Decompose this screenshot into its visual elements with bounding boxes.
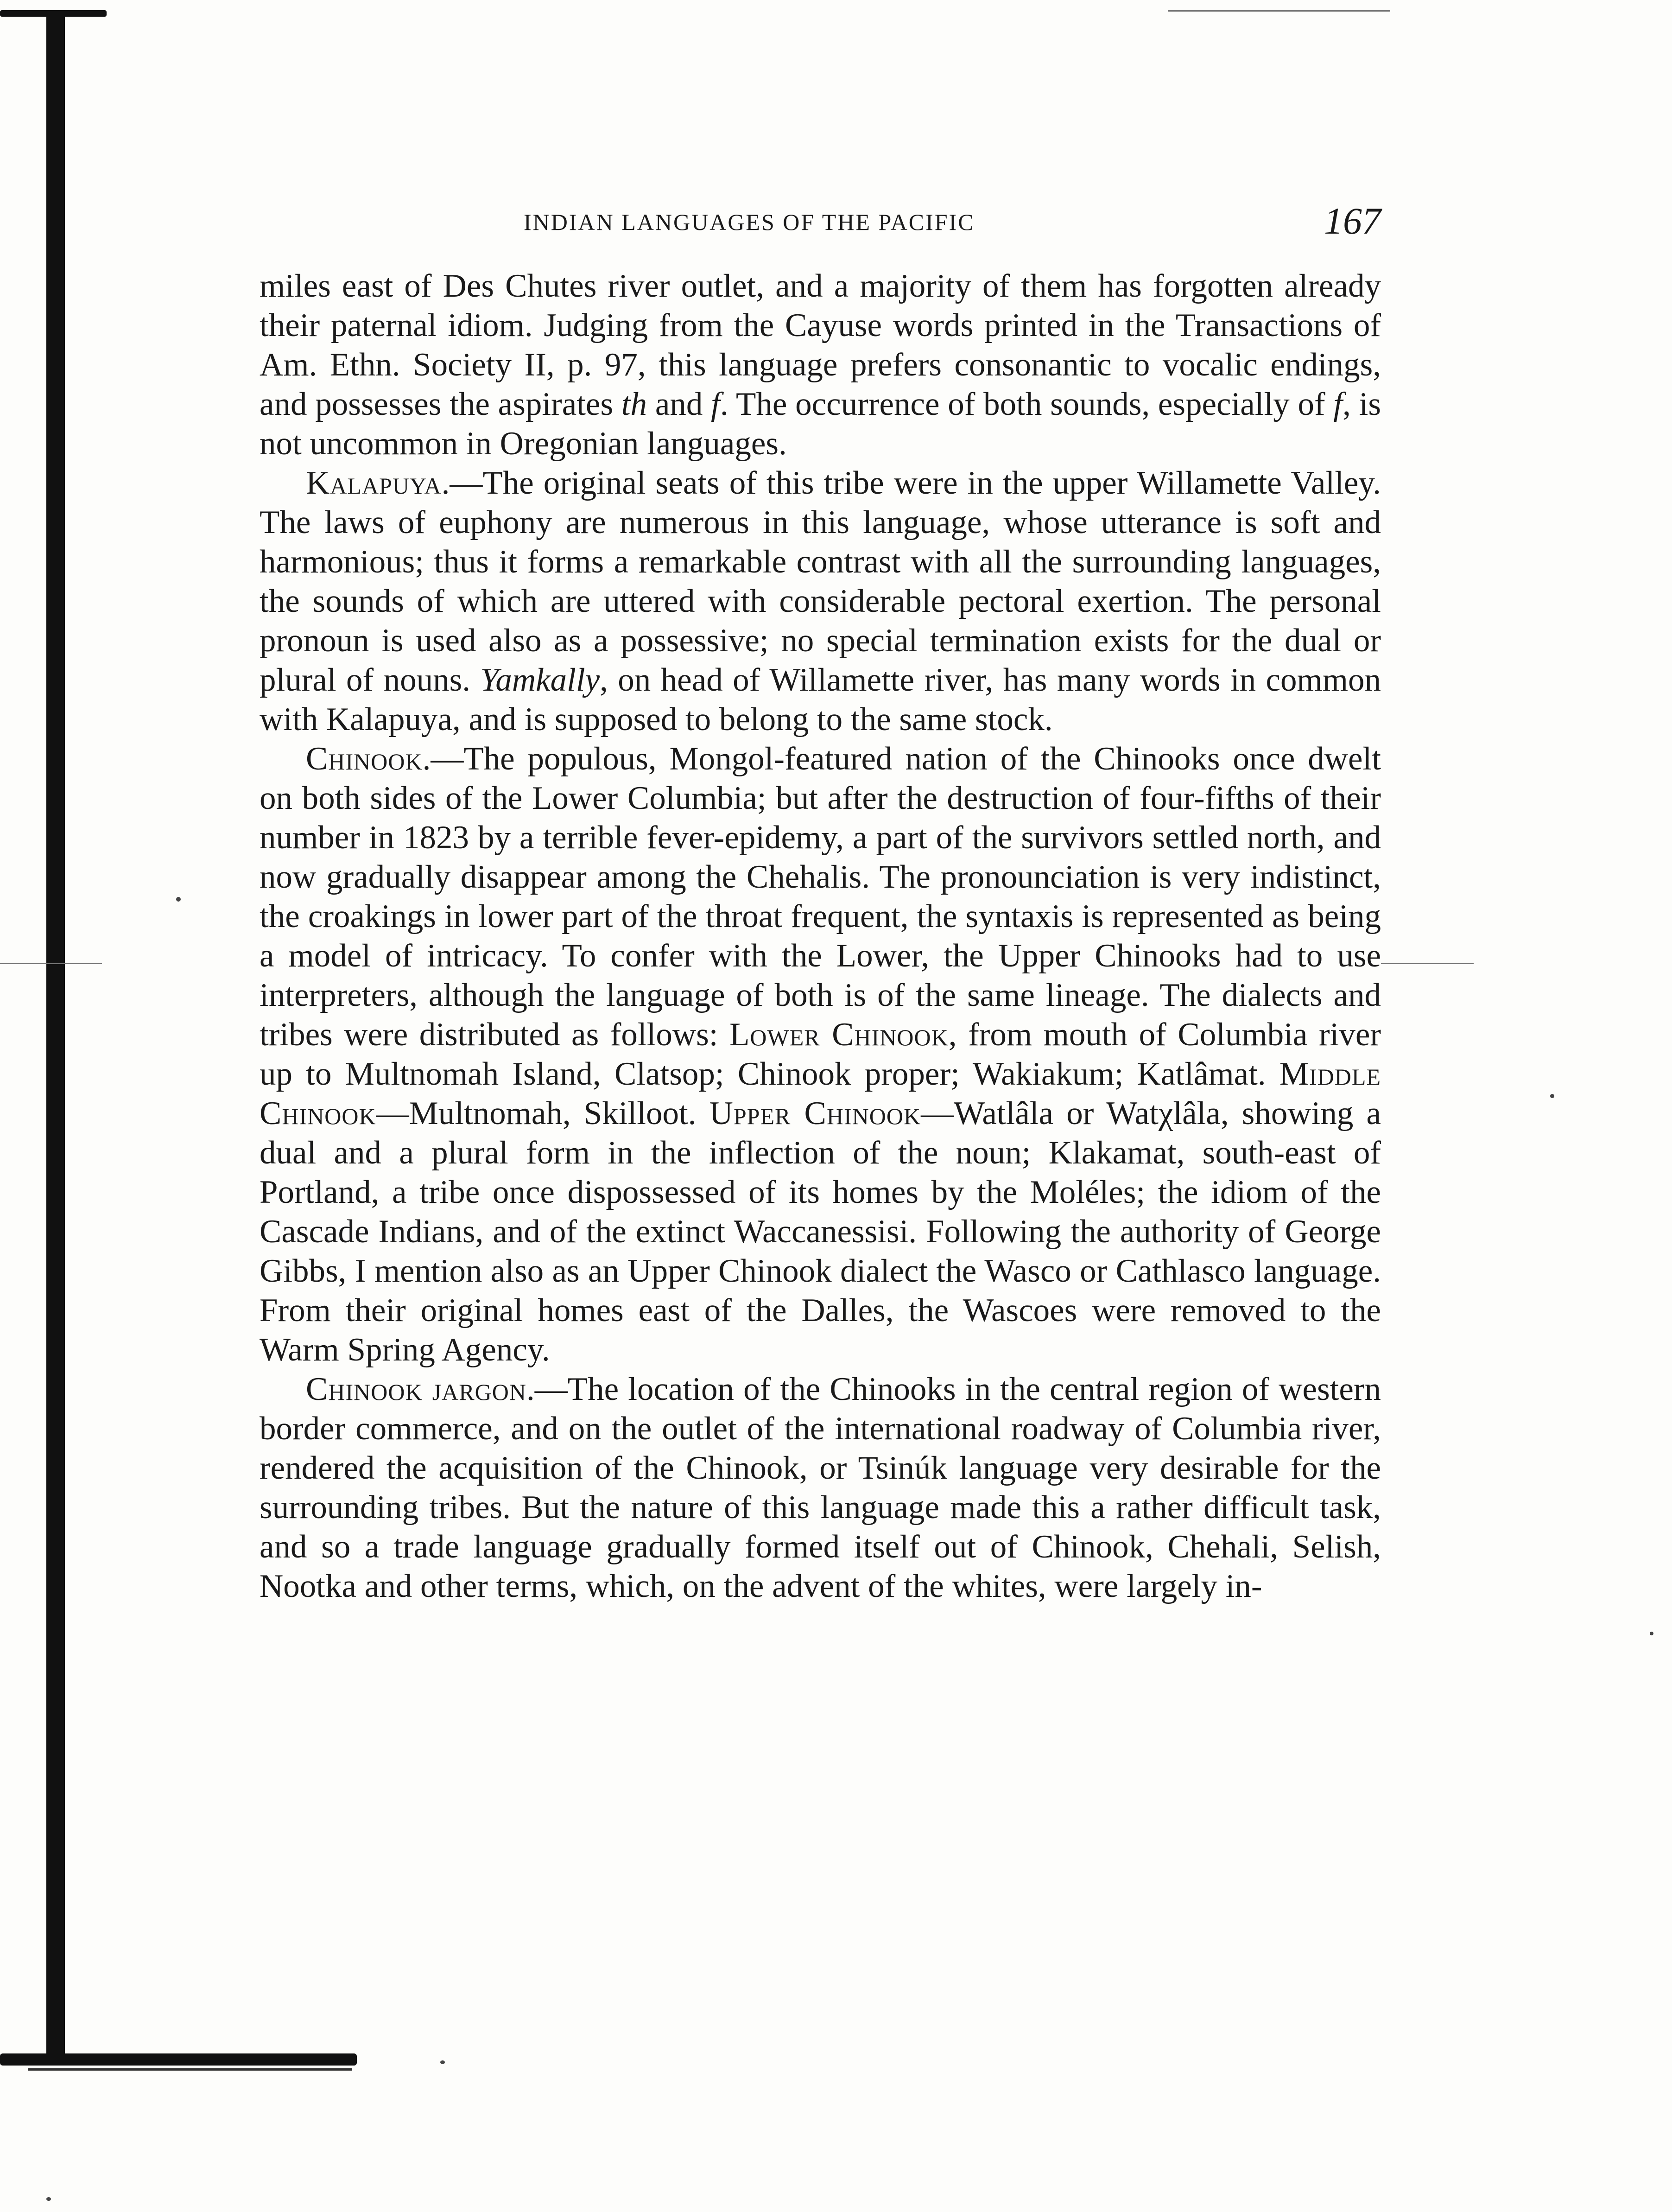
scan-speck xyxy=(46,2197,51,2201)
text-run: miles east of Des Chutes river outlet, and a majority of them has forgotten already their paternal idiom. Judging from the Cayuse words printed in the Transactions of Am. Ethn. Society II, p. 97, this language prefers consonantic to vocalic endings, and possesses the aspirates xyxy=(260,268,1381,422)
text-run: , on head of Willamette river, has many words in common with Kalapuya, and is supposed to belong to the same stock. xyxy=(260,662,1381,737)
text-run: . The occurrence of both sounds, especially of xyxy=(720,386,1334,422)
binding-edge-bottom-line xyxy=(28,2068,352,2071)
italic-run: Yamkally xyxy=(480,662,600,698)
body-text xyxy=(260,267,1381,1606)
italic-run: th xyxy=(621,386,647,422)
text-run: , from mouth of Columbia river up to Multnomah Island, Clatsop; Chinook proper; Wakiakum; Katlâmat. xyxy=(260,1017,1381,1092)
scan-speck xyxy=(176,897,181,902)
text-run: —Multnomah, Skilloot. xyxy=(376,1095,709,1131)
smallcaps-run: Chinook xyxy=(306,741,423,777)
italic-run: f xyxy=(711,386,720,422)
text-run: .—The original seats of this tribe were in the upper Willamette Valley. The laws of euphony are numerous in this language, whose utterance is soft and harmonious; thus it forms a remarkable contrast with all the surrounding languages, the sounds of which are uttered with considerable pectoral exertion. The personal pronoun is used also as a possessive; no special termination exists for the dual or plural of nouns. xyxy=(260,465,1381,698)
scan-mark-top-right xyxy=(1168,10,1390,12)
paragraph-chinook-jargon xyxy=(260,1370,1381,1606)
paragraph-kalapuya xyxy=(260,464,1381,739)
scan-speck xyxy=(440,2060,445,2064)
smallcaps-run: Kalapuya xyxy=(306,465,442,501)
binding-edge-bottom xyxy=(0,2053,357,2066)
scan-speck xyxy=(1650,1632,1653,1635)
paragraph xyxy=(260,267,1381,464)
page-number: 167 xyxy=(1324,200,1381,242)
scan-mark-left-middle xyxy=(0,963,102,964)
scan-speck xyxy=(1550,1094,1554,1098)
smallcaps-run: Upper Chinook xyxy=(709,1095,921,1131)
text-run: , is not uncommon in Oregonian languages. xyxy=(260,386,1381,462)
text-run: .—The location of the Chinooks in the central region of western border commerce, and on the outlet of the international roadway of Columbia river, rendered the acquisition of the Chinook, or Tsinúk language very desirable for the surrounding tribes. But the nature of this language made this a rather difficult task, and so a trade language gradually formed itself out of Chinook, Chehali, Selish, Nootka and other terms, which, on the advent of the whites, were largely in- xyxy=(260,1371,1381,1604)
smallcaps-run: Lower Chinook xyxy=(729,1017,949,1053)
smallcaps-run: Chinook jargon xyxy=(306,1371,526,1407)
smallcaps-run: Middle Chinook xyxy=(260,1056,1381,1131)
text-run: .—The populous, Mongol-featured nation of the Chinooks once dwelt on both sides of the Lower Columbia; but after the destruction of four-fifths of their number in 1823 by a terrible fever-epidemy, a part of the survivors settled north, and now gradually disappear among the Chehalis. The pronounciation is very indistinct, the croakings in lower part of the throat frequent, the syntaxis is represented as being a model of intricacy. To confer with the Lower, the Upper Chinooks had to use interpreters, although the language of both is of the same lineage. The dialects and tribes were distributed as follows: xyxy=(260,741,1381,1053)
running-header: INDIAN LANGUAGES OF THE PACIFIC xyxy=(524,209,975,235)
italic-run: f xyxy=(1333,386,1343,422)
binding-edge xyxy=(46,14,65,2063)
scan-mark-right-middle xyxy=(1381,963,1474,964)
paragraph-chinook xyxy=(260,739,1381,1370)
text-run: and xyxy=(647,386,711,422)
text-run: —Watlâla or Watχlâla, showing a dual and a plural form in the inflection of the noun; Klakamat, south-east of Portland, a tribe once dispossessed of its homes by the Moléles; the idiom of the Cascade Indians, and of the extinct Waccanessisi. Following the authority of George Gibbs, I mention also as an Upper Chinook dialect the Wasco or Cathlasco language. From their original homes east of the Dalles, the Wascoes were removed to the Warm Spring Agency. xyxy=(260,1095,1381,1368)
